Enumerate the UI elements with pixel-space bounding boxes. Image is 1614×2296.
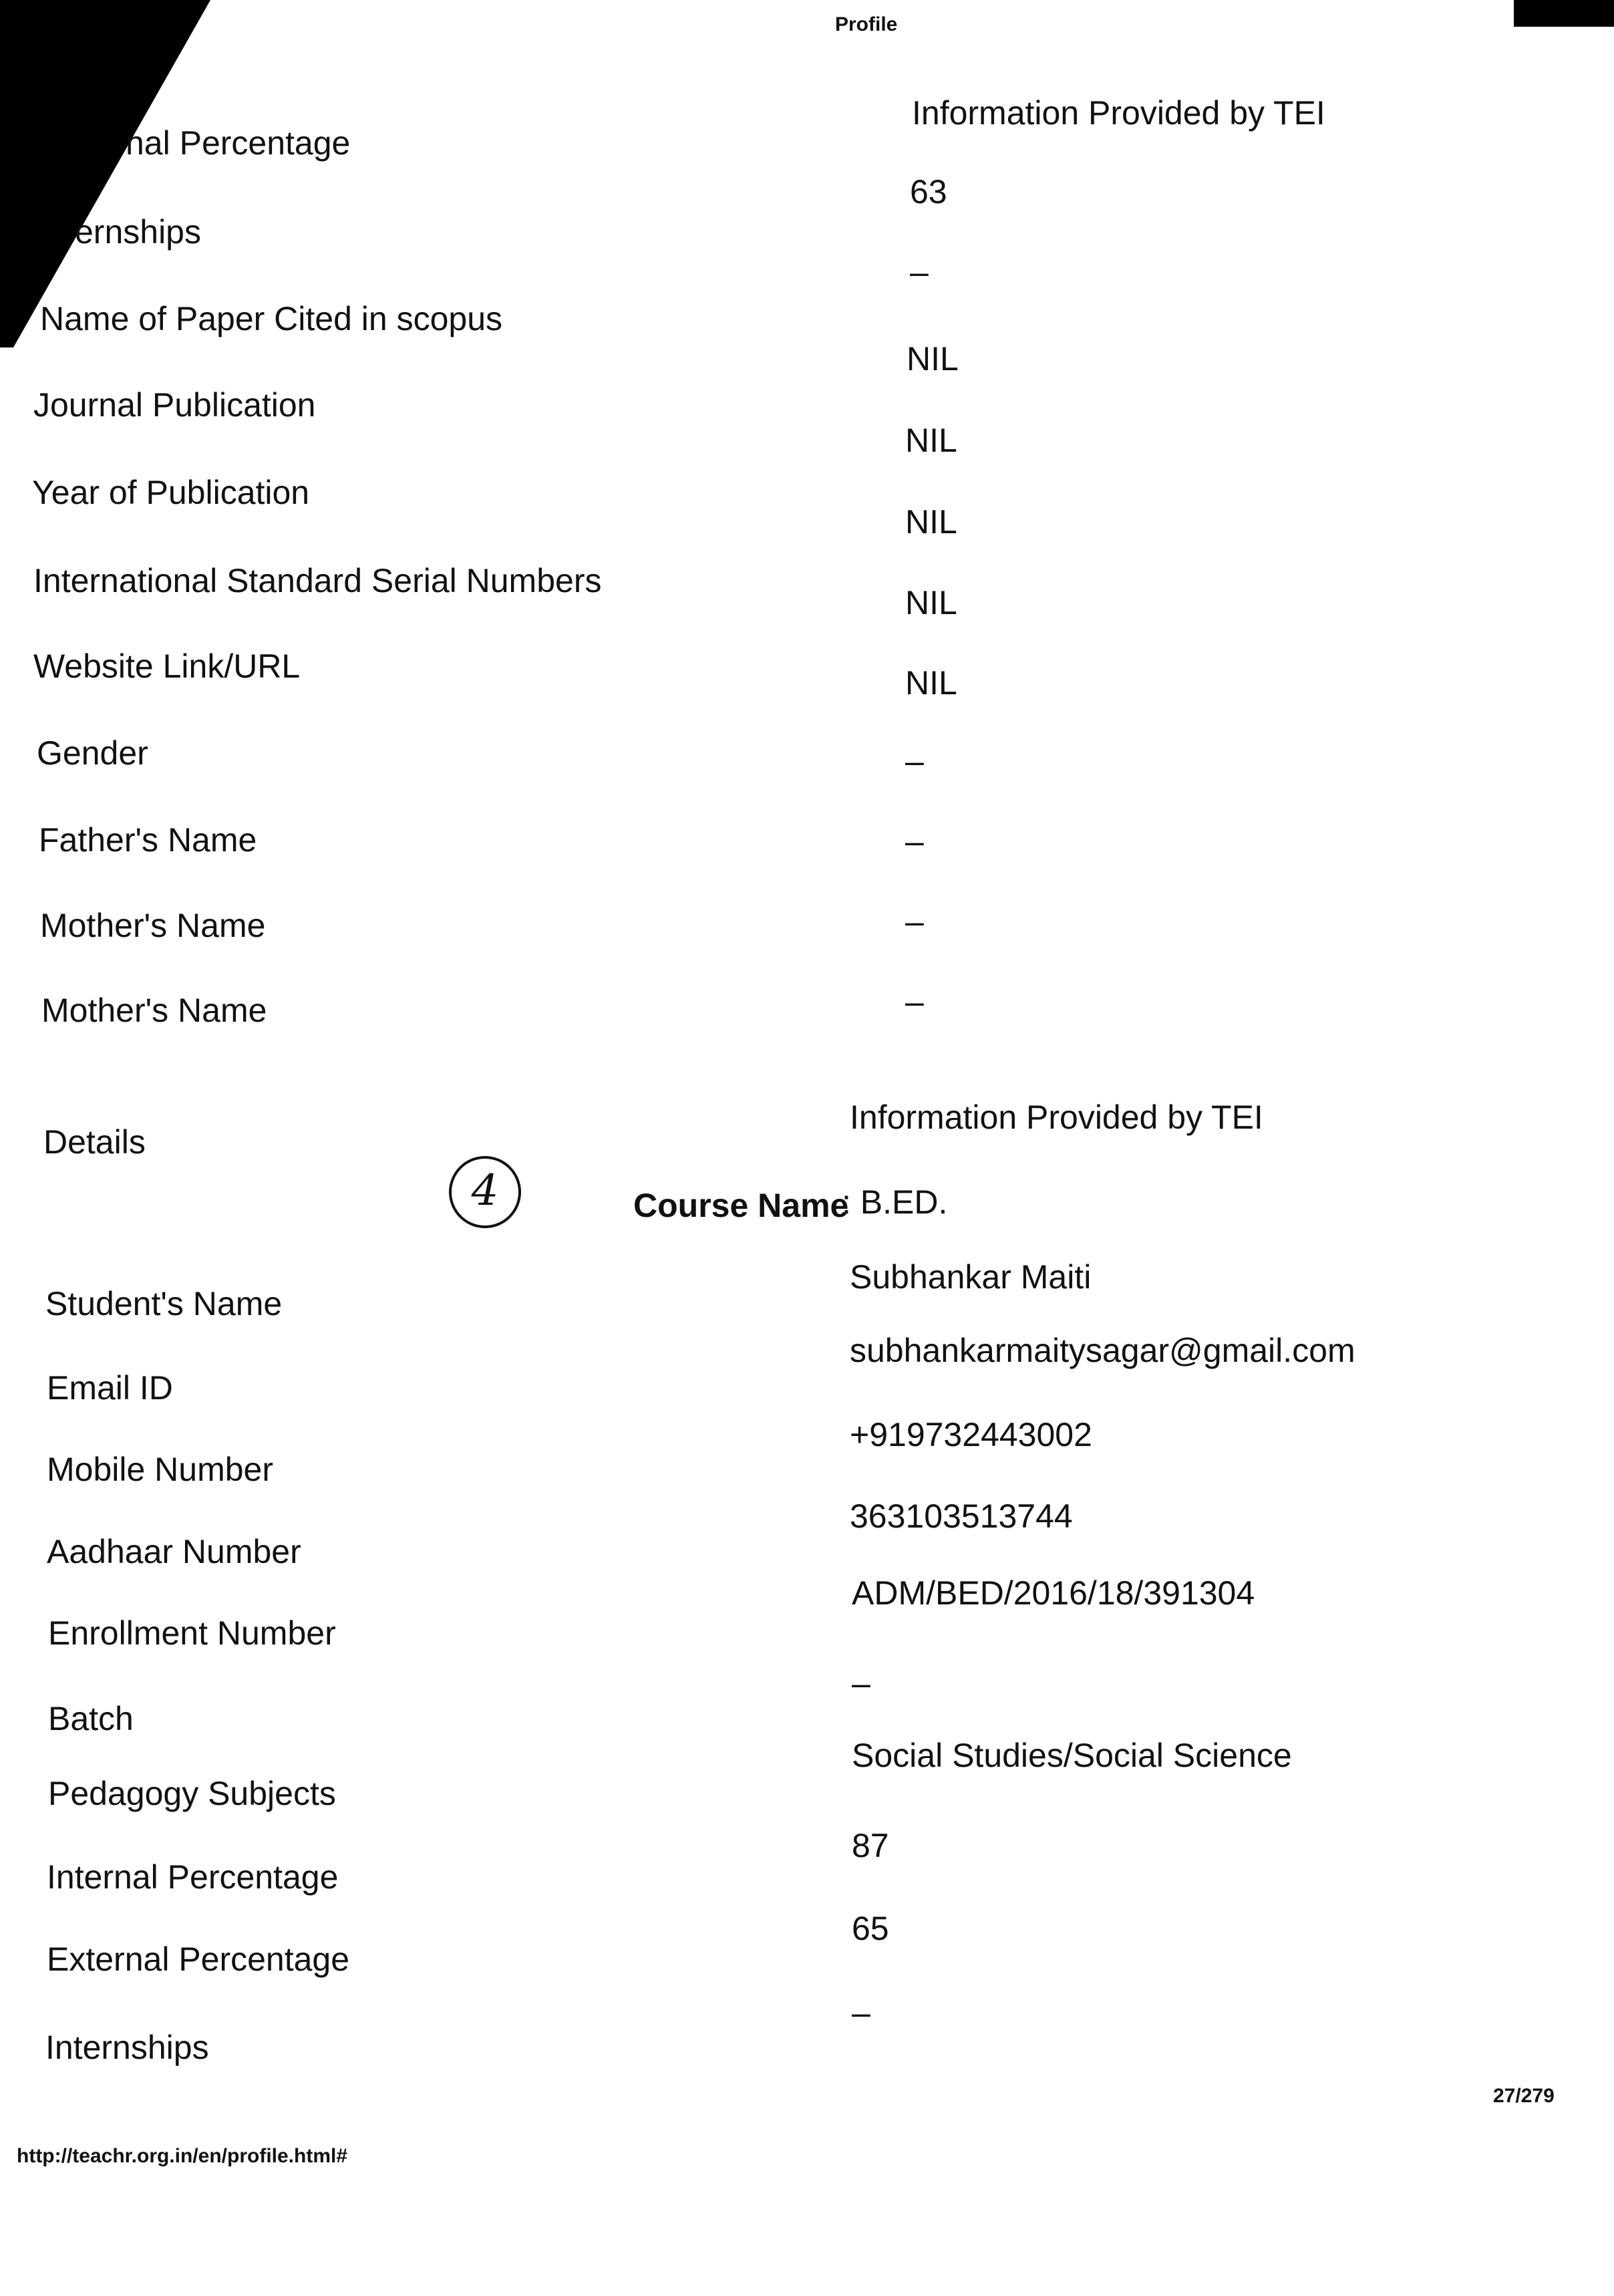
row-label: Name of Paper Cited in scopus bbox=[40, 300, 503, 337]
details-label: Details bbox=[43, 1123, 146, 1161]
page-number: 27/279 bbox=[1493, 2085, 1555, 2107]
row-label: Mobile Number bbox=[47, 1451, 274, 1488]
row-value: 65 bbox=[852, 1910, 889, 1947]
row-value: +919732443002 bbox=[850, 1416, 1092, 1453]
row-label: Mother's Name bbox=[40, 907, 266, 944]
info-heading-2: Information Provided by TEI bbox=[850, 1099, 1263, 1136]
row-value: 63 bbox=[910, 173, 947, 210]
info-heading-1: Information Provided by TEI bbox=[912, 94, 1325, 132]
row-value: NIL bbox=[905, 503, 957, 541]
row-label: Email ID bbox=[47, 1369, 173, 1407]
row-value: – bbox=[905, 903, 924, 940]
row-value: NIL bbox=[905, 584, 957, 621]
row-value: NIL bbox=[907, 340, 959, 378]
row-label: Website Link/URL bbox=[33, 648, 301, 685]
row-label: Father's Name bbox=[39, 821, 257, 859]
row-value: Subhankar Maiti bbox=[850, 1258, 1092, 1296]
row-value: 87 bbox=[852, 1827, 889, 1864]
course-name-value: : B.ED. bbox=[842, 1183, 948, 1221]
footer-url: http://teachr.org.in/en/profile.html# bbox=[17, 2145, 348, 2167]
row-value: – bbox=[905, 742, 924, 780]
row-value: subhankarmaitysagar@gmail.com bbox=[850, 1332, 1355, 1369]
row-label: Journal Publication bbox=[33, 386, 316, 424]
page-title: Profile bbox=[835, 13, 898, 35]
row-label: Year of Publication bbox=[32, 474, 310, 511]
row-value: – bbox=[905, 983, 924, 1020]
row-label: Aadhaar Number bbox=[47, 1533, 301, 1570]
row-label: ernships bbox=[75, 213, 201, 251]
course-name-label: Course Name bbox=[633, 1187, 849, 1224]
row-value: NIL bbox=[905, 664, 957, 702]
row-label: Enrollment Number bbox=[48, 1614, 336, 1652]
row-label: Internal Percentage bbox=[47, 1858, 339, 1896]
row-value: Social Studies/Social Science bbox=[852, 1737, 1292, 1774]
row-label: nal Percentage bbox=[126, 124, 351, 162]
row-label: International Standard Serial Numbers bbox=[33, 562, 602, 599]
row-value: – bbox=[852, 1665, 870, 1702]
row-value: ADM/BED/2016/18/391304 bbox=[852, 1574, 1255, 1612]
scan-shadow-corner-right bbox=[1514, 0, 1614, 27]
row-value: – bbox=[910, 253, 929, 291]
row-label: Internships bbox=[45, 2029, 209, 2066]
row-label: Gender bbox=[37, 734, 148, 772]
row-value: 363103513744 bbox=[850, 1497, 1073, 1535]
row-value: – bbox=[852, 1994, 870, 2031]
row-label: Student's Name bbox=[45, 1285, 283, 1322]
row-label: Pedagogy Subjects bbox=[48, 1775, 336, 1812]
row-label: Batch bbox=[48, 1700, 134, 1737]
scan-shadow-corner bbox=[0, 0, 214, 347]
row-value: – bbox=[905, 823, 924, 860]
row-label: External Percentage bbox=[47, 1941, 350, 1978]
row-value: NIL bbox=[905, 422, 957, 459]
row-label: Mother's Name bbox=[41, 992, 267, 1029]
handwritten-page-number: 4 bbox=[449, 1156, 521, 1228]
